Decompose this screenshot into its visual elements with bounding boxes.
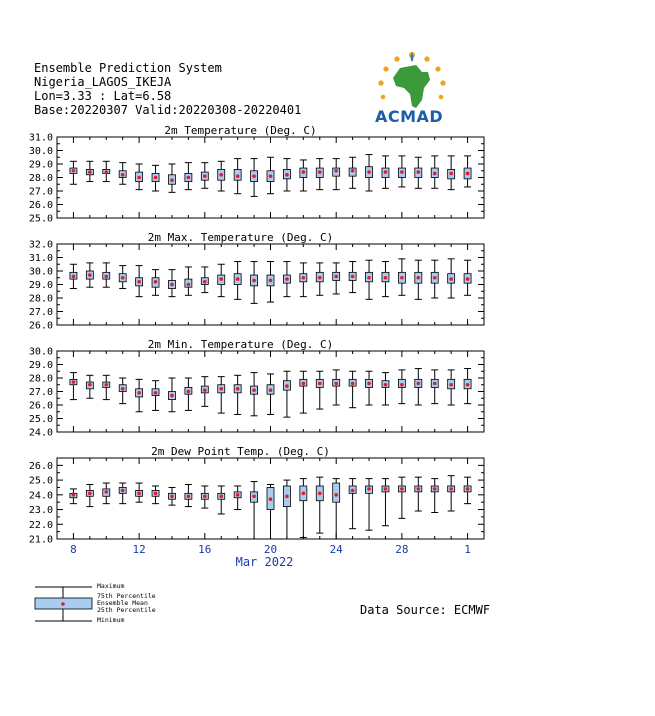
mean-dot [236,387,240,391]
mean-dot [269,279,273,283]
mean-dot [433,276,437,280]
mean-dot [449,487,453,491]
mean-dot [88,170,92,174]
mean-dot [466,383,470,387]
mean-dot [121,173,125,177]
mean-dot [417,487,421,491]
mean-dot [384,276,388,280]
header-line-2: Nigeria_LAGOS_IKEJA [34,75,172,89]
mean-dot [187,176,191,180]
mean-dot [187,494,191,498]
mean-dot [88,383,92,387]
mean-dot [154,280,158,284]
y-tick-label: 21.0 [28,534,53,546]
x-tick-label: 8 [70,543,77,556]
mean-dot [88,492,92,496]
x-tick-label: 28 [395,543,409,556]
mean-dot [104,275,108,279]
mean-dot [449,172,453,176]
y-tick-label: 28.0 [28,373,53,385]
mean-dot [433,382,437,386]
mean-dot [466,172,470,176]
mean-dot [219,277,223,281]
y-tick-label: 30.0 [28,346,53,358]
mean-dot [351,382,355,386]
y-tick-label: 31.0 [28,132,53,144]
y-tick-label: 26.0 [28,460,53,472]
mean-dot [187,390,191,394]
mean-dot [302,276,306,280]
mean-dot [384,487,388,491]
mean-dot [400,383,404,387]
acmad-logo-text: ACMAD [375,107,444,126]
mean-dot [121,276,125,280]
mean-dot [351,275,355,279]
header-line-3: Lon=3.33 : Lat=6.58 [34,89,172,103]
mean-dot [466,487,470,491]
mean-dot [285,384,289,388]
header-line-1: Ensemble Prediction System [34,61,222,75]
mean-dot [417,276,421,280]
mean-dot [334,382,338,386]
x-tick-label: 20 [263,543,278,556]
mean-dot [137,280,141,284]
mean-dot [121,489,125,493]
chart-title: 2m Dew Point Temp. (Deg. C) [151,445,330,458]
mean-dot [269,497,273,501]
y-tick-label: 26.0 [28,320,53,332]
mean-dot [137,391,141,395]
mean-dot [236,174,240,178]
mean-dot [417,382,421,386]
mean-dot [154,176,158,180]
legend-p75-label: 75th Percentile [97,592,156,600]
mean-dot [449,383,453,387]
header-line-4: Base:20220307 Valid:20220308-20220401 [34,103,302,117]
mean-dot [302,170,306,174]
chart-title: 2m Min. Temperature (Deg. C) [147,338,334,351]
mean-dot [203,494,207,498]
mean-dot [367,487,371,491]
mean-dot [252,388,256,392]
legend-maximum-label: Maximum [97,582,125,590]
x-tick-label: 16 [198,543,212,556]
mean-dot [466,277,470,281]
mean-dot [104,170,108,174]
mean-dot [285,494,289,498]
y-tick-label: 28.0 [28,293,53,305]
y-tick-label: 24.0 [28,427,53,439]
mean-dot [170,394,174,398]
mean-dot [170,178,174,182]
mean-dot [334,275,338,279]
mean-dot [88,273,92,277]
mean-dot [433,172,437,176]
mean-dot [334,493,338,497]
mean-dot [285,173,289,177]
mean-dot [252,279,256,283]
mean-dot [154,492,158,496]
y-tick-label: 25.0 [28,475,53,487]
mean-dot [203,174,207,178]
y-tick-label: 29.0 [28,159,53,171]
x-tick-label: 24 [329,543,343,556]
x-tick-label: 12 [132,543,146,556]
iqr-box [333,483,340,502]
mean-dot [400,170,404,174]
mean-dot [154,391,158,395]
legend-mean-label: Ensemble Mean [97,599,148,607]
legend-minimum-label: Minimum [97,616,125,624]
y-tick-label: 30.0 [28,266,53,278]
mean-dot [302,382,306,386]
y-tick-label: 27.0 [28,186,53,198]
y-tick-label: 32.0 [28,239,53,251]
mean-dot [137,492,141,496]
mean-dot [367,382,371,386]
mean-dot [351,169,355,173]
mean-dot [449,277,453,281]
mean-dot [334,169,338,173]
y-tick-label: 31.0 [28,253,53,264]
mean-dot [367,170,371,174]
mean-dot [203,280,207,284]
mean-dot [104,490,108,494]
mean-dot [433,487,437,491]
mean-dot [252,494,256,498]
mean-dot [187,283,191,287]
mean-dot [384,170,388,174]
mean-dot [318,492,322,496]
mean-dot [170,283,174,287]
y-tick-label: 29.0 [28,360,53,371]
chart-panel-1 [29,124,484,225]
mean-dot [203,388,207,392]
mean-dot [236,277,240,281]
mean-dot [269,174,273,178]
mean-dot [219,173,223,177]
mean-dot [318,276,322,280]
mean-dot [400,276,404,280]
y-tick-label: 22.0 [28,519,53,531]
mean-dot [285,277,289,281]
y-tick-label: 26.0 [28,400,53,412]
y-tick-label: 27.0 [28,307,53,318]
mean-dot [302,492,306,496]
mean-dot [170,494,174,498]
mean-dot [121,387,125,391]
mean-dot [104,383,108,387]
mean-dot [400,487,404,491]
y-tick-label: 24.0 [28,490,53,502]
mean-dot [351,489,355,493]
mean-dot [219,494,223,498]
chart-panel-3 [29,338,484,439]
data-source: Data Source: ECMWF [360,603,491,617]
mean-dot [72,275,76,279]
chart-panel-2 [29,231,484,332]
y-tick-label: 25.0 [28,213,53,225]
y-tick-label: 29.0 [28,280,53,291]
mean-dot [252,174,256,178]
mean-dot [318,170,322,174]
y-tick-label: 25.0 [28,414,53,425]
mean-dot [417,170,421,174]
mean-dot [269,388,273,392]
mean-dot [72,493,76,497]
y-tick-label: 27.0 [28,387,53,398]
y-tick-label: 28.0 [28,173,53,184]
x-axis-month-label: Mar 2022 [235,555,294,569]
legend-mean-dot [61,602,65,606]
mean-dot [318,382,322,386]
x-tick-label: 1 [464,543,471,556]
legend-symbol [35,587,92,621]
chart-panel-4 [29,445,484,546]
mean-dot [384,383,388,387]
chart-title: 2m Max. Temperature (Deg. C) [147,231,334,244]
y-tick-label: 23.0 [28,505,53,517]
mean-dot [137,176,141,180]
y-tick-label: 26.0 [28,200,53,211]
mean-dot [367,276,371,280]
y-tick-label: 30.0 [28,146,53,157]
mean-dot [72,169,76,173]
mean-dot [219,387,223,391]
mean-dot [236,493,240,497]
chart-title: 2m Temperature (Deg. C) [164,124,317,137]
legend-p25-label: 25th Percentile [97,606,156,614]
mean-dot [72,380,76,384]
